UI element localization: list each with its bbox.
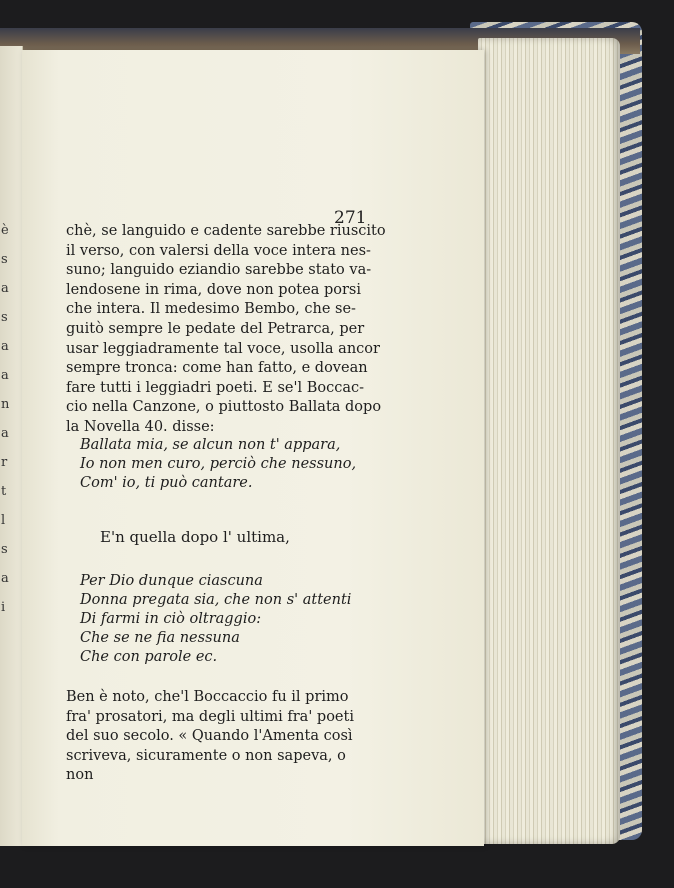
verse-block-2 [80, 572, 380, 667]
text-line: guitò sempre le pedate del Petrarca, per [66, 320, 365, 337]
text-line: lendosene in rima, dove non potea porsi [66, 281, 361, 298]
margin-mark: a [1, 368, 9, 383]
text-line: la Novella 40. disse: [66, 418, 215, 435]
verse-intro: E'n quella dopo l' ultima, [100, 528, 290, 546]
text-line: usar leggiadramente tal voce, usolla ancor [66, 340, 380, 357]
margin-mark: r [1, 455, 8, 470]
text-line: che intera. Il medesimo Bembo, che se- [66, 301, 356, 318]
verse-line: Di farmi in ciò oltraggio: [80, 611, 262, 627]
left-page-sliver [0, 46, 23, 846]
text-line: il verso, con valersi della voce intera nes- [66, 242, 371, 259]
text-line: sempre tronca: come han fatto, e dovean [66, 360, 368, 377]
margin-mark: s [1, 542, 8, 557]
margin-mark: a [1, 281, 9, 296]
text-line: Ben è noto, che'l Boccaccio fu il primo [66, 689, 349, 705]
text-line: chè, se languido e cadente sarebbe riuscito [66, 223, 386, 239]
text-line: suno; languido eziandio sarebbe stato va- [66, 262, 372, 279]
margin-mark: è [1, 223, 9, 238]
text-line: fare tutti i leggiadri poeti. E se'l Boccac- [66, 379, 364, 396]
margin-mark: s [1, 252, 8, 267]
margin-mark: a [1, 339, 9, 354]
page-number: 271 [334, 208, 367, 228]
text-line: del suo secolo. « Quando l'Amenta così [66, 728, 353, 745]
paragraph-1 [66, 222, 414, 438]
verse-line: Io non men curo, perciò che nessuno, [80, 456, 357, 472]
verse-line: Che se ne fia nessuna [80, 630, 240, 646]
text-line: scriveva, sicuramente o non sapeva, o non [66, 747, 346, 784]
verse-block-1 [80, 436, 380, 493]
left-margin-marks [1, 216, 19, 622]
book-page [22, 50, 484, 846]
margin-mark: i [1, 600, 6, 615]
paragraph-2 [66, 688, 366, 786]
verse-line: Com' io, ti può cantare. [80, 475, 253, 491]
verse-line: Donna pregata sia, che non s' attenti [80, 592, 352, 608]
text-line: fra' prosatori, ma degli ultimi fra' poeti [66, 708, 354, 725]
margin-mark: l [1, 513, 6, 528]
verse-line: Che con parole ec. [80, 649, 218, 665]
margin-mark: s [1, 310, 8, 325]
verse-line: Per Dio dunque ciascuna [80, 573, 263, 589]
margin-mark: a [1, 571, 9, 586]
text-line: cio nella Canzone, o piuttosto Ballata dopo [66, 399, 382, 416]
margin-mark: t [1, 484, 7, 499]
margin-mark: n [1, 397, 10, 412]
margin-mark: a [1, 426, 9, 441]
page-edges-stack [478, 38, 620, 844]
verse-line: Ballata mia, se alcun non t' appara, [80, 437, 341, 453]
